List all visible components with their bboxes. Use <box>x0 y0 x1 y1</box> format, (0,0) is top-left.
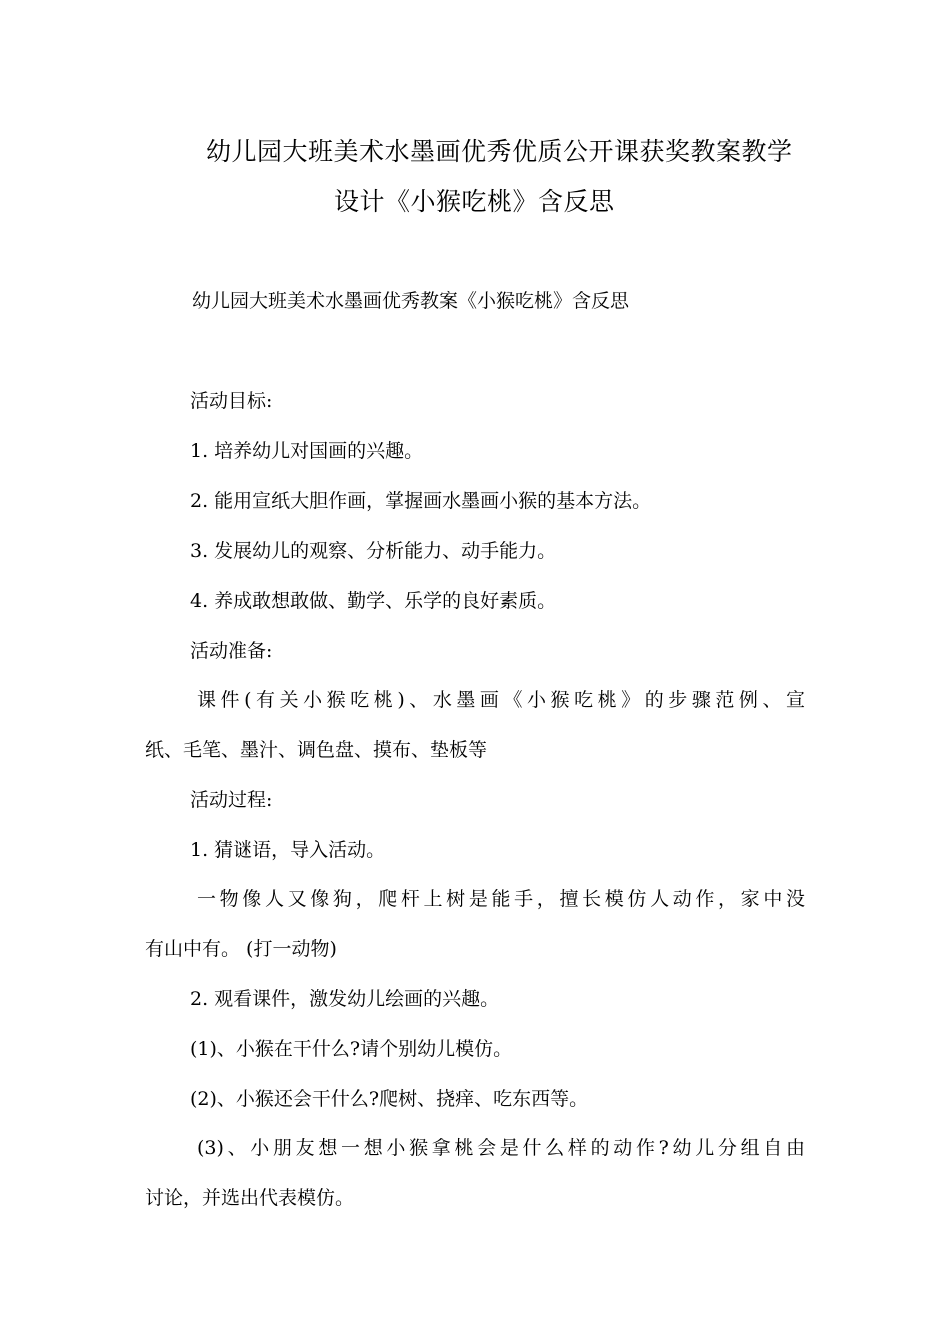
question-3-paragraph <box>145 1136 805 1236</box>
document-subtitle: 幼儿园大班美术水墨画优秀教案《小猴吃桃》含反思 <box>192 290 630 312</box>
riddle-line-1: 一物像人又像狗，爬杆上树是能手，擅长模仿人动作，家中没 <box>197 888 805 910</box>
riddle-paragraph <box>145 887 805 987</box>
question-3-line-1: (3)、小朋友想一想小猴拿桃会是什么样的动作?幼儿分组自由 <box>197 1137 805 1159</box>
prep-paragraph <box>145 688 805 788</box>
question-3-line-2: 讨论，并选出代表模仿。 <box>145 1187 355 1209</box>
goals-heading: 活动目标: <box>190 390 273 412</box>
question-1: (1)、小猴在干什么?请个别幼儿模仿。 <box>190 1038 513 1060</box>
question-2: (2)、小猴还会干什么?爬树、挠痒、吃东西等。 <box>190 1088 589 1110</box>
process-step-2: 2. 观看课件，激发幼儿绘画的兴趣。 <box>190 988 500 1010</box>
goal-item-4: 4. 养成敢想敢做、勤学、乐学的良好素质。 <box>190 590 557 612</box>
document-title-line-1: 幼儿园大班美术水墨画优秀优质公开课获奖教案教学 <box>206 137 793 166</box>
document-title-line-2: 设计《小猴吃桃》含反思 <box>334 187 615 216</box>
process-heading: 活动过程: <box>190 789 273 811</box>
prep-line-2: 纸、毛笔、墨汁、调色盘、摸布、垫板等 <box>145 739 488 761</box>
prep-heading: 活动准备: <box>190 640 273 662</box>
goal-item-1: 1. 培养幼儿对国画的兴趣。 <box>190 440 424 462</box>
prep-line-1: 课件(有关小猴吃桃)、水墨画《小猴吃桃》的步骤范例、宣 <box>197 689 805 711</box>
process-step-1: 1. 猜谜语，导入活动。 <box>190 839 386 861</box>
riddle-line-2: 有山中有。 (打一动物) <box>145 938 337 960</box>
goal-item-3: 3. 发展幼儿的观察、分析能力、动手能力。 <box>190 540 557 562</box>
goal-item-2: 2. 能用宣纸大胆作画，掌握画水墨画小猴的基本方法。 <box>190 490 652 512</box>
